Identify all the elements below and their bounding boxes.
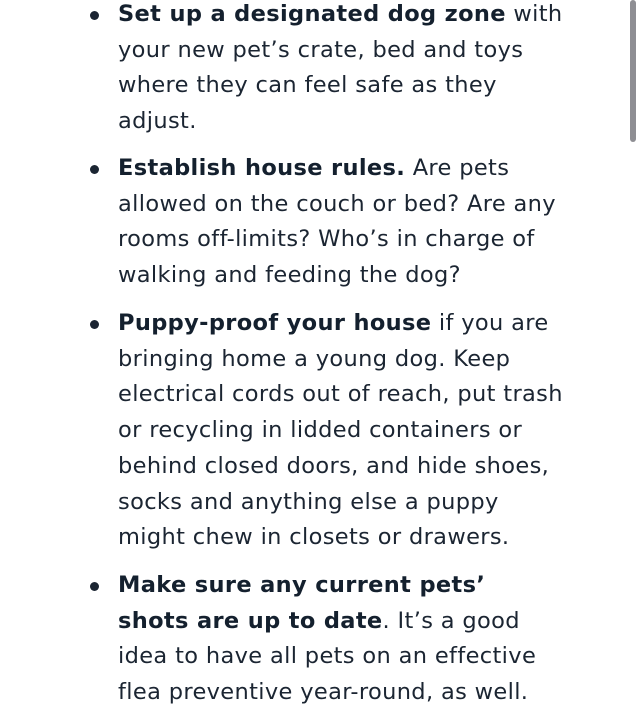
bullet-icon [90,582,99,591]
list-item [0,0,564,140]
tip-heading: Set up a designated dog zone [118,1,506,27]
list-item [0,306,564,556]
tip-text: . It’s a good idea to have all pets on an effective flea preventive year-round, as well. [118,607,537,706]
bullet-icon [90,165,99,174]
bullet-icon [90,320,99,329]
list-item [0,568,564,711]
vertical-scrollbar[interactable] [630,0,636,142]
tip-text: with your new pet’s crate, bed and toys where they can feel safe as they adjust. [118,1,563,135]
tip-text: Are pets allowed on the couch or bed? Are any rooms off-limits? Who’s in charge of walking and feeding the dog? [118,155,556,289]
bullet-icon [90,11,99,20]
tip-heading: Establish house rules. [118,155,406,181]
tip-heading: Make sure any current pets’ shots are up to date [118,572,486,634]
tip-heading: Puppy-proof your house [118,310,432,336]
tip-text: if you are bringing home a young dog. Keep electrical cords out of reach, put trash or recycling in lidded containers or behind closed doors, and hide shoes, socks and anything else a puppy might chew in closets or drawers. [118,310,563,551]
list-item [0,151,564,294]
